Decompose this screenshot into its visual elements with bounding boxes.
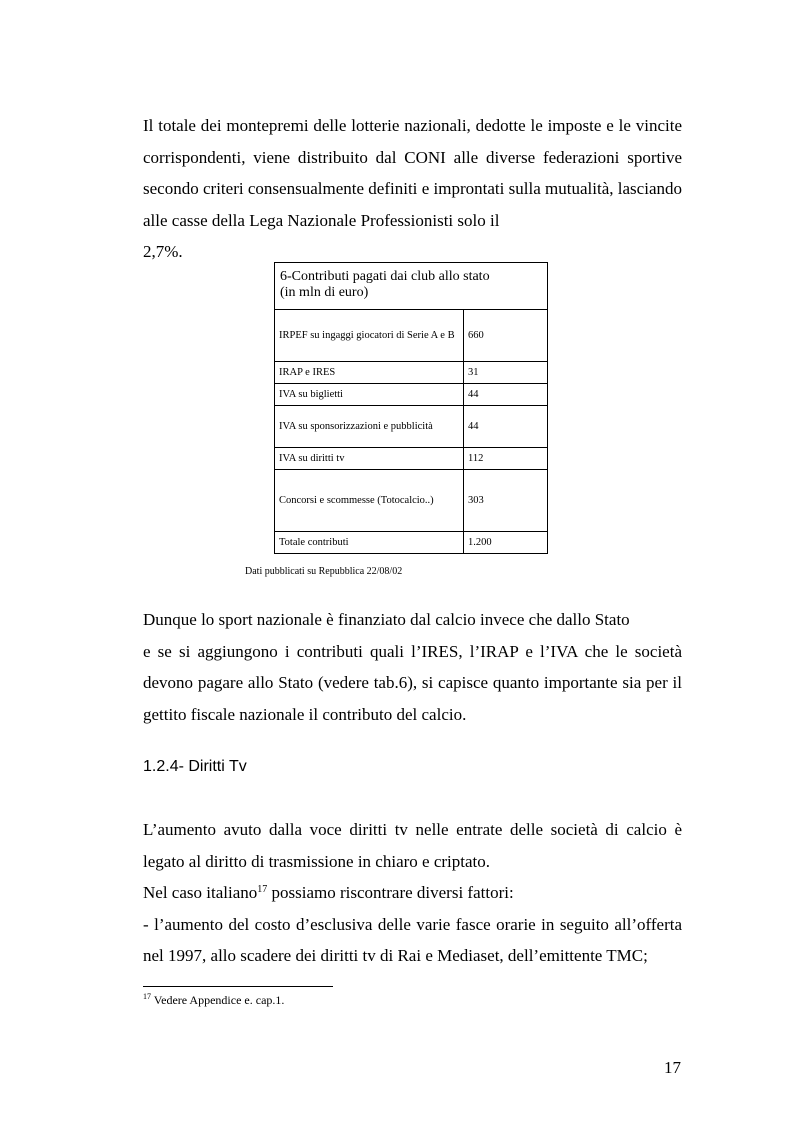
footnote-divider	[143, 986, 333, 987]
row-label: IRAP e IRES	[275, 362, 464, 384]
row-value: 44	[464, 406, 548, 448]
paragraph-lotterie	[143, 110, 682, 268]
footnote-reference: 17	[257, 884, 268, 895]
row-label: Concorsi e scommesse (Totocalcio..)	[275, 470, 464, 532]
table-row	[275, 384, 548, 406]
table-title	[275, 263, 548, 310]
paragraph-diritti-tv	[143, 814, 682, 972]
table-row	[275, 310, 548, 362]
paragraph-lotterie-text: Il totale dei montepremi delle lotterie nazionali, dedotte le imposte e le vincite corrispondenti, viene distribuito dal CONI alle diverse federazioni sportive secondo criteri consensualmente definiti e improntati sulla mutualità, lasciando alle casse della Lega Nazionale Professionisti solo il	[143, 116, 682, 230]
row-value: 303	[464, 470, 548, 532]
section-heading: 1.2.4- Diritti Tv	[143, 758, 247, 775]
table-source-note: Dati pubblicati su Repubblica 22/08/02	[245, 566, 403, 577]
paragraph-esclusiva: - l’aumento del costo d’esclusiva delle varie fasce orarie in seguito all’offerta nel 1997, allo scadere dei diritti tv di Rai e Mediaset, dell’emittente TMC;	[143, 914, 682, 965]
table-row	[275, 470, 548, 532]
row-label: Totale contributi	[275, 532, 464, 554]
row-label: IVA su sponsorizzazioni e pubblicità	[275, 406, 464, 448]
footnote-text: Vedere Appendice e. cap.1.	[151, 993, 285, 1007]
table-title-row	[275, 263, 548, 310]
row-label: IRPEF su ingaggi giocatori di Serie A e B	[275, 310, 464, 362]
row-value: 44	[464, 384, 548, 406]
row-value: 1.200	[464, 532, 548, 554]
row-value: 660	[464, 310, 548, 362]
row-value: 112	[464, 448, 548, 470]
table-row	[275, 406, 548, 448]
footnote-number: 17	[143, 992, 151, 1001]
row-value: 31	[464, 362, 548, 384]
table-title-line2: (in mln di euro)	[280, 285, 369, 300]
page-number: 17	[664, 1058, 681, 1077]
caso-italiano-before: Nel caso italiano	[143, 883, 258, 902]
paragraph-caso-italiano	[143, 877, 682, 909]
table-row	[275, 448, 548, 470]
paragraph-lotterie-end: 2,7%.	[143, 242, 183, 261]
paragraph-sport-text: e se si aggiungono i contributi quali l’IRES, l’IRAP e l’IVA che le società devono pagare allo Stato (vedere tab.6), si capisce quanto importante sia per il gettito fiscale nazionale il contributo del calcio.	[143, 641, 682, 724]
footnote	[143, 993, 284, 1008]
row-label: IVA su biglietti	[275, 384, 464, 406]
caso-italiano-after: possiamo riscontrare diversi fattori:	[267, 883, 514, 902]
contributions-table	[274, 262, 548, 554]
table-total-row	[275, 532, 548, 554]
paragraph-aumento: L’aumento avuto dalla voce diritti tv nelle entrate delle società di calcio è legato al diritto di trasmissione in chiaro e criptato.	[143, 820, 682, 871]
paragraph-sport-nazionale	[143, 604, 682, 730]
paragraph-sport-line1: Dunque lo sport nazionale è finanziato dal calcio invece che dallo Stato	[143, 610, 630, 629]
table-row	[275, 362, 548, 384]
row-label: IVA su diritti tv	[275, 448, 464, 470]
table-title-line1: 6-Contributi pagati dai club allo stato	[280, 269, 490, 284]
